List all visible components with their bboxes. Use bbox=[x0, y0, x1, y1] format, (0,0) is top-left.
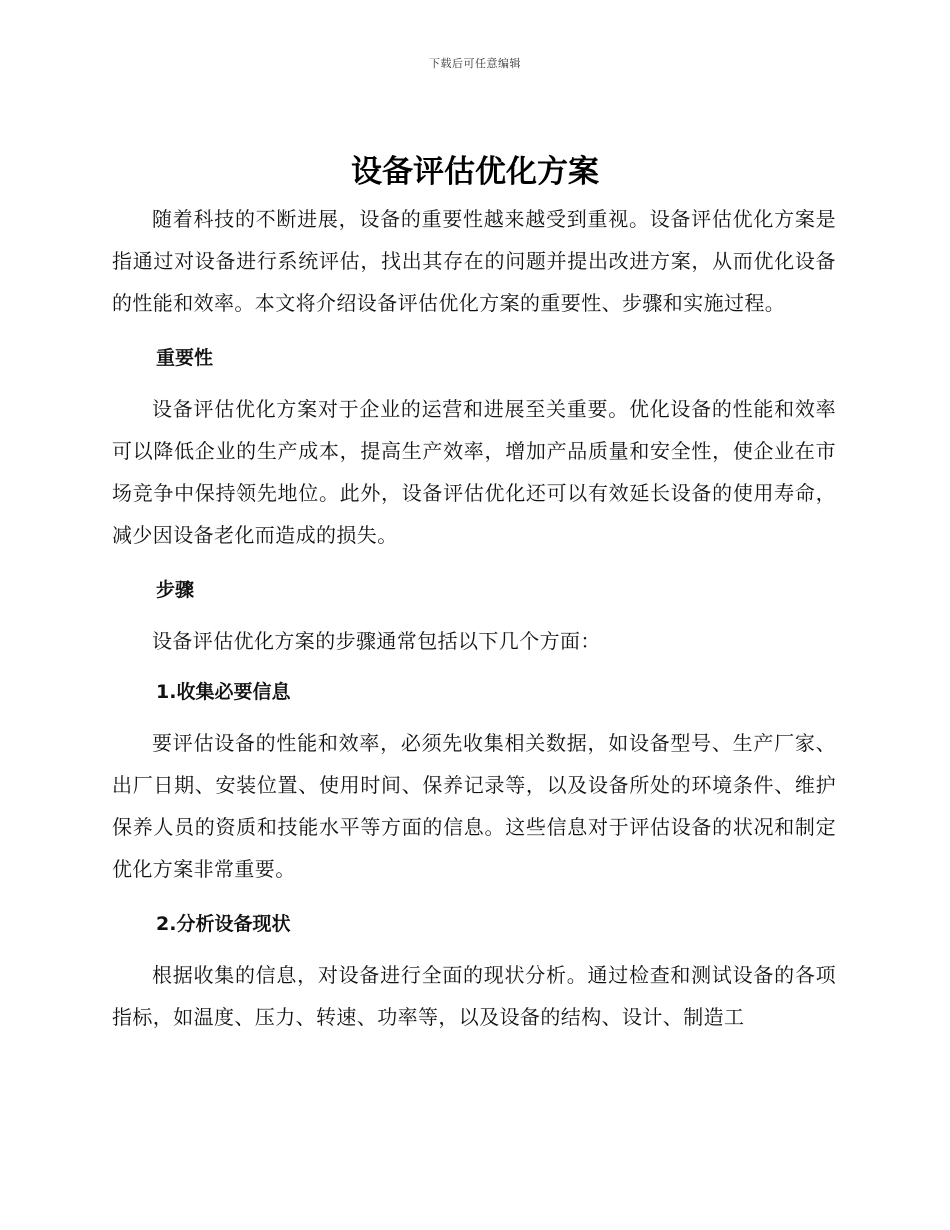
section-heading-importance: 重要性 bbox=[156, 347, 214, 369]
document-title: 设备评估优化方案 bbox=[351, 154, 599, 190]
section-heading-collect-info: 1.收集必要信息 bbox=[156, 681, 291, 703]
intro-paragraph: 随着科技的不断进展，设备的重要性越来越受到重视。设备评估优化方案是指通过对设备进行系统评估，找出其存在的问题并提出改进方案，从而优化设备的性能和效率。本文将介绍设备评估优化方案的重要性、步骤和实施过程。 bbox=[112, 207, 836, 315]
section-heading-analyze-status: 2.分析设备现状 bbox=[156, 913, 291, 935]
section-paragraph-importance: 设备评估优化方案对于企业的运营和进展至关重要。优化设备的性能和效率可以降低企业的生产成本，提高生产效率，增加产品质量和安全性，使企业在市场竞争中保持领先地位。此外，设备评估优化还可以有效延长设备的使用寿命，减少因设备老化而造成的损失。 bbox=[112, 397, 836, 547]
document-body bbox=[112, 198, 836, 1038]
section-heading-steps: 步骤 bbox=[156, 579, 195, 601]
section-paragraph-steps: 设备评估优化方案的步骤通常包括以下几个方面： bbox=[152, 629, 601, 653]
header-note: 下载后可任意编辑 bbox=[429, 57, 521, 70]
section-paragraph-analyze-status: 根据收集的信息，对设备进行全面的现状分析。通过检查和测试设备的各项指标，如温度、压力、转速、功率等，以及设备的结构、设计、制造工 bbox=[112, 963, 836, 1029]
section-paragraph-collect-info: 要评估设备的性能和效率，必须先收集相关数据，如设备型号、生产厂家、出厂日期、安装位置、使用时间、保养记录等，以及设备所处的环境条件、维护保养人员的资质和技能水平等方面的信息。这些信息对于评估设备的状况和制定优化方案非常重要。 bbox=[112, 731, 836, 881]
